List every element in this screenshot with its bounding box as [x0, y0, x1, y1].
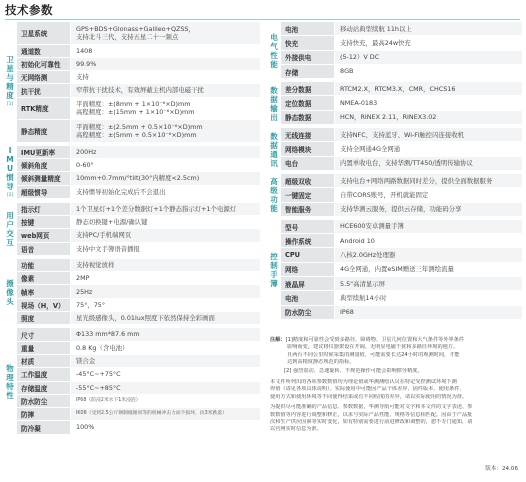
- disclaimer-paragraph-1: [270, 379, 522, 401]
- note-2-line: [2] 强烈震动、急速旋转、不规范操作可能会影响惯导精度。: [284, 367, 423, 374]
- spec-row: [281, 203, 522, 217]
- spec-value: [71, 84, 260, 96]
- spec-label: 尺寸: [17, 328, 71, 340]
- group-heading-char: 摄: [6, 278, 14, 288]
- spec-value: [71, 408, 260, 420]
- group-heading-char: 导: [6, 181, 14, 191]
- spec-label: 重量: [17, 342, 71, 354]
- group-heading-char: 数: [270, 85, 278, 95]
- spec-value-line: 10mm+0.7mm/°tilt(30°内精度<2.5cm): [76, 174, 200, 183]
- spec-value-line: -55°C~+85°C: [76, 383, 121, 392]
- group-heading-char: 出: [270, 112, 278, 122]
- spec-value-line: 支持华测云服务，提供云存储，功能码分享: [340, 205, 462, 214]
- spec-row: [17, 328, 260, 341]
- spec-row: [17, 285, 260, 298]
- spec-value-line: 高程精度：±(15mm + 1×10⁻⁶×D)mm: [76, 108, 195, 117]
- spec-value: [71, 285, 260, 297]
- spec-row: [17, 186, 260, 199]
- spec-value: [335, 306, 522, 319]
- note-1: [270, 337, 522, 367]
- spec-value: [335, 128, 522, 141]
- spec-value: [335, 96, 522, 109]
- group-heading: [3, 22, 17, 143]
- spec-value-line: 支持中文手簿语音播报: [76, 244, 140, 253]
- spec-row: [281, 291, 522, 305]
- spec-row: [281, 22, 522, 36]
- spec-label: 防水防尘: [17, 395, 71, 407]
- spec-value-line: 高程精度：±(5mm + 0.5×10⁻⁶×D)mm: [76, 130, 197, 139]
- spec-row: [17, 216, 260, 229]
- spec-label: 一键固定: [281, 188, 335, 201]
- spec-value-line: 100%: [76, 423, 95, 432]
- spec-row: [17, 159, 260, 172]
- spec-value-line: 8GB: [340, 67, 354, 76]
- spec-value-line: 支持NFC，支持蓝牙、Wi-Fi触控闪连接收机: [340, 130, 465, 139]
- spec-value-line: 支持视觉放样: [76, 260, 115, 269]
- spec-label: 功能: [17, 259, 71, 271]
- spec-value-line: Φ133 mm*87.6 mm: [76, 330, 140, 339]
- spec-group: [267, 82, 522, 125]
- spec-value-line: 75°，75°: [76, 300, 106, 309]
- spec-row: [281, 142, 522, 156]
- spec-value: [335, 36, 522, 49]
- notes-head: 注解：: [270, 337, 286, 343]
- group-heading: [3, 328, 17, 434]
- group-heading-char: 物: [6, 363, 14, 373]
- spec-row: [281, 96, 522, 110]
- note-1-line: 达到高精度静态规范的指标。: [287, 359, 355, 366]
- spec-value: [71, 342, 260, 354]
- spec-row: [17, 382, 260, 395]
- note-1-line: 影响而变。建议将仪器架设在开阔、无明显电磁干扰和多路径环境的地方。: [287, 344, 459, 351]
- spec-value-line: 镁合金: [76, 357, 96, 365]
- spec-value-line: 支持北斗三代，支持五星二十一频点: [76, 32, 179, 41]
- group-heading-char: 用: [6, 211, 14, 221]
- spec-label: 电池: [281, 22, 335, 35]
- spec-label: 智能服务: [281, 203, 335, 216]
- spec-row: [17, 71, 260, 84]
- spec-label: 电台: [281, 157, 335, 170]
- group-heading: [3, 203, 17, 256]
- spec-value-line: Android 10: [340, 236, 375, 245]
- spec-label: 定位数据: [281, 96, 335, 109]
- note-1-line: [1]精度和可靠性会受到多路径、障碍物、卫星几何位置和大气条件等外界条件: [285, 337, 465, 343]
- spec-row: [17, 368, 260, 381]
- spec-value: [335, 188, 522, 201]
- group-heading-char: 据: [270, 94, 278, 104]
- spec-group: [267, 220, 522, 320]
- spec-value-line: 0.8 Kg（含电池）: [76, 343, 129, 352]
- spec-label: 按键: [17, 216, 71, 228]
- spec-value: [71, 71, 260, 83]
- spec-label: 型号: [281, 220, 335, 233]
- spec-row: [17, 395, 260, 408]
- group-heading-char: 度: [6, 91, 14, 101]
- spec-row: [281, 174, 522, 188]
- spec-label: web网页: [17, 229, 71, 241]
- spec-value-line: 1个卫星灯+1个差分数据灯+1个静态指示灯+1个电源灯: [76, 204, 237, 213]
- spec-row: [281, 220, 522, 234]
- spec-label: RTK精度: [17, 98, 71, 120]
- spec-value: [71, 272, 260, 284]
- spec-label: 防摔: [17, 408, 71, 420]
- spec-row: [281, 111, 522, 125]
- group-heading-char: 互: [6, 238, 14, 248]
- disclaimer-line: 次和生产供应因素等实时变化，如有特别需要进行前进修改和调整的，恕不专门通知，请: [270, 419, 473, 426]
- group-heading-char: 讯: [270, 158, 278, 168]
- spec-value-line: 支持电台+网络两路数据同时差分，提供全面数据服务: [340, 176, 493, 185]
- disclaimer-line: 使用方式和使用环境等不同使得结果或有不同程度的差异，请以实际使用的情况为准。: [270, 393, 468, 400]
- spec-value-line: 1408: [76, 46, 93, 55]
- spec-label: 静态数据: [281, 111, 335, 124]
- group-heading-char: 据: [270, 140, 278, 150]
- spec-row: [281, 234, 522, 248]
- spec-row: [17, 421, 260, 434]
- spec-value-line: HCE600安卓测量手簿: [340, 222, 404, 231]
- spec-row: [17, 299, 260, 312]
- spec-row: [17, 146, 260, 159]
- left-spec-column: [3, 22, 260, 435]
- spec-label: 视场（H，V）: [17, 299, 71, 311]
- spec-label: 无线连接: [281, 128, 335, 141]
- spec-row: [17, 229, 260, 242]
- spec-row: [281, 128, 522, 142]
- spec-label: IMU更新率: [17, 146, 71, 158]
- spec-value-line: 平面精度：±(2.5mm + 0.5×10⁻⁶×D)mm: [76, 122, 203, 131]
- note-2: [270, 368, 522, 375]
- group-heading-char: 气: [270, 41, 278, 51]
- spec-value-line: 支持PC/手机端网页: [76, 231, 132, 240]
- group-heading-char: 卫: [6, 55, 14, 65]
- title-divider: [5, 19, 520, 20]
- disclaimer-line: 得值（请见各项具体说明）。实际使用中可能因产品个体差异、固件版本、使用条件、: [270, 386, 465, 393]
- spec-value-line: HCN，RINEX 2.11，RINEX3.02: [340, 113, 437, 122]
- group-heading: [267, 220, 281, 320]
- group-heading-char: 惯: [6, 172, 14, 182]
- spec-row: [17, 272, 260, 285]
- spec-row: [17, 45, 260, 58]
- spec-label: 差分数据: [281, 82, 335, 95]
- disclaimer-line: 数数值等内容进行调整和修正，以求与实际产品性能、规格等信息相匹配。因由于产品批: [270, 411, 473, 418]
- group-heading: [267, 174, 281, 217]
- spec-value-line: 星光级感像头，0.01lux照度下依然保持全彩画面: [76, 314, 215, 323]
- spec-value: [71, 368, 260, 380]
- group-heading-char: 输: [270, 103, 278, 113]
- spec-value-line: 99.9%: [76, 59, 97, 68]
- spec-value-line: 八核2.0GHz处理器: [340, 251, 396, 259]
- spec-label: 静态精度: [17, 120, 71, 142]
- page-title: 技术参数: [5, 3, 53, 17]
- spec-value: [71, 259, 260, 271]
- spec-value: [71, 45, 260, 57]
- group-heading-char: 能: [270, 204, 278, 214]
- spec-value: [71, 243, 260, 255]
- spec-label: CPU: [281, 248, 335, 261]
- group-heading-char: 户: [6, 220, 14, 230]
- disclaimer-line: 本文件所列出的各项参数数值均为理论值或华测测绘认员在特定受控测试环境下测: [270, 379, 457, 386]
- spec-value-line: 自带CORS账号，开机就能固定: [340, 190, 429, 199]
- group-heading: [267, 22, 281, 79]
- spec-group: [3, 22, 260, 143]
- spec-value-line: (5-12）V DC: [340, 53, 380, 62]
- spec-value: [335, 22, 522, 35]
- spec-value: [71, 299, 260, 311]
- spec-value: [71, 58, 260, 70]
- spec-value-line: 2MP: [76, 274, 90, 283]
- spec-row: [17, 243, 260, 256]
- spec-value: [335, 111, 522, 124]
- spec-value-line: 5.5"高清显示屏: [340, 279, 386, 288]
- spec-label: 存储温度: [17, 382, 71, 394]
- spec-value-line: -45°C~+75°C: [76, 370, 121, 379]
- spec-label: 帧率: [17, 285, 71, 297]
- spec-value: [71, 229, 260, 241]
- spec-label: 卫星系统: [17, 22, 71, 44]
- group-heading-char: 性: [270, 50, 278, 60]
- group-heading-char: 像: [6, 287, 14, 297]
- spec-value-line: 200Hz: [76, 147, 97, 156]
- spec-value-line: NMEA-0183: [340, 99, 378, 108]
- group-heading-char: 数: [270, 131, 278, 141]
- spec-value-line: 平面精度：±(8mm + 1×10⁻⁶×D)mm: [76, 100, 191, 109]
- group-heading-char: 手: [270, 269, 278, 279]
- spec-value: [71, 98, 260, 120]
- spec-value-line: 支持: [76, 73, 89, 82]
- spec-value: [71, 355, 260, 367]
- spec-row: [17, 22, 260, 45]
- spec-value: [71, 382, 260, 394]
- spec-label: 液晶屏: [281, 277, 335, 290]
- spec-row: [281, 157, 522, 171]
- group-heading-char: 高: [270, 177, 278, 187]
- group-heading-char: 能: [270, 59, 278, 69]
- spec-value: [71, 203, 260, 215]
- group-heading-char: 电: [270, 32, 278, 42]
- spec-value-line: IK08（受到2.5公斤钢制撞锤同等的机械冲击力而不损坏，抗3米跌落）: [76, 411, 227, 417]
- spec-value: [335, 65, 522, 78]
- group-heading-char: I: [8, 145, 12, 155]
- group-heading: [3, 259, 17, 325]
- spec-row: [17, 408, 260, 421]
- spec-value-line: IP68（防浸2米水下1米浸泡）: [76, 397, 141, 403]
- right-spec-column: [267, 22, 522, 320]
- spec-value: [71, 159, 260, 171]
- spec-row: [17, 98, 260, 121]
- spec-value-line: 0-60°: [76, 161, 94, 170]
- spec-row: [281, 248, 522, 262]
- group-heading-char: 控: [270, 251, 278, 261]
- group-heading: [267, 82, 281, 125]
- spec-label: 超级惯导: [17, 186, 71, 198]
- group-heading-char: 级: [270, 186, 278, 196]
- spec-value-line: 典型续航14小时: [340, 293, 387, 302]
- spec-label: 操作系统: [281, 234, 335, 247]
- spec-label: 防水防尘: [281, 306, 335, 319]
- spec-label: 工作温度: [17, 368, 71, 380]
- spec-value: [335, 291, 522, 304]
- spec-value: [71, 216, 260, 228]
- spec-row: [17, 259, 260, 272]
- spec-value: [335, 234, 522, 247]
- spec-group: [3, 328, 260, 434]
- spec-value: [71, 172, 260, 184]
- group-heading-char: 功: [270, 195, 278, 205]
- spec-value-line: IP68: [340, 308, 354, 317]
- spec-label: 通道数: [17, 45, 71, 57]
- spec-label: 网络: [281, 263, 335, 276]
- spec-value-line: 内置单收电台，支持华测/TT450/透明传输协议: [340, 159, 473, 168]
- spec-group: [3, 146, 260, 200]
- spec-row: [281, 306, 522, 320]
- group-heading-char: 特: [6, 381, 14, 391]
- spec-value: [71, 328, 260, 340]
- spec-group: [267, 22, 522, 79]
- spec-row: [281, 277, 522, 291]
- group-heading-char: 星: [6, 64, 14, 74]
- spec-value: [335, 82, 522, 95]
- disclaimer-line: 以官网实时信息为准。: [270, 426, 322, 433]
- spec-label: 电池: [281, 291, 335, 304]
- spec-value: [335, 174, 522, 187]
- spec-row: [281, 36, 522, 50]
- spec-label: 倾斜角度: [17, 159, 71, 171]
- spec-row: [17, 312, 260, 325]
- group-heading-note: [1]: [6, 102, 14, 108]
- spec-label: 材质: [17, 355, 71, 367]
- version-label: 版本：24.06: [485, 466, 518, 472]
- group-heading-char: 与: [6, 73, 14, 83]
- spec-label: 倾斜测量精度: [17, 172, 71, 184]
- spec-value: [335, 203, 522, 216]
- spec-value-line: 窄带抗干扰技术，有效屏蔽主机内部电磁干扰: [76, 86, 204, 95]
- group-heading-char: U: [6, 163, 14, 173]
- group-heading-char: 理: [6, 372, 14, 382]
- spec-value: [335, 248, 522, 261]
- spec-value: [335, 277, 522, 290]
- group-heading-char: 交: [6, 229, 14, 239]
- spec-value-line: 4G全网通，内置eSIM赠送三年测绘流量: [340, 265, 454, 274]
- spec-value-line: RTCM2.X，RTCM3.X，CMR，CHCS16: [340, 84, 456, 93]
- spec-group: [3, 203, 260, 256]
- spec-value: [335, 263, 522, 276]
- spec-label: 外接供电: [281, 51, 335, 64]
- spec-row: [17, 203, 260, 216]
- spec-value: [335, 220, 522, 233]
- spec-label: 语音: [17, 243, 71, 255]
- spec-row: [17, 172, 260, 185]
- spec-row: [281, 82, 522, 96]
- spec-value: [71, 395, 260, 407]
- group-heading: [3, 146, 17, 200]
- group-heading: [267, 128, 281, 171]
- spec-value-line: 支持全网通4G全网通: [340, 144, 401, 153]
- spec-value: [71, 312, 260, 324]
- spec-label: 网络模块: [281, 142, 335, 155]
- disclaimer-line: 为提供尽可能准确的产品信息、参数数据，华测导航可能对文字和本文件的文字表述、参: [270, 404, 473, 411]
- spec-value-line: 25Hz: [76, 287, 93, 296]
- spec-value: [71, 120, 260, 142]
- spec-row: [281, 51, 522, 65]
- group-heading-note: [2]: [6, 192, 14, 198]
- spec-value: [71, 186, 260, 198]
- disclaimer-paragraph-2: [270, 404, 522, 434]
- group-heading-char: 制: [270, 260, 278, 270]
- group-heading-char: 簿: [270, 278, 278, 288]
- spec-value: [335, 142, 522, 155]
- spec-value-line: GPS+BDS+Glonass+Galileo+QZSS，: [76, 24, 195, 33]
- spec-label: 防冷凝: [17, 421, 71, 433]
- spec-value: [335, 51, 522, 64]
- spec-row: [281, 188, 522, 202]
- spec-row: [17, 120, 260, 143]
- spec-label: 超级双收: [281, 174, 335, 187]
- group-heading-char: 通: [270, 149, 278, 159]
- spec-value: [71, 22, 260, 44]
- group-heading-char: 性: [6, 390, 14, 400]
- spec-row: [17, 84, 260, 97]
- group-heading-char: 精: [6, 82, 14, 92]
- group-heading-char: M: [6, 154, 14, 164]
- spec-row: [281, 263, 522, 277]
- spec-label: 快充: [281, 36, 335, 49]
- spec-value-line: 支持快充，最高24w快充: [340, 38, 411, 47]
- spec-value: [71, 421, 260, 433]
- spec-row: [17, 355, 260, 368]
- spec-row: [281, 65, 522, 79]
- spec-group: [267, 128, 522, 171]
- spec-label: 无网络测: [17, 71, 71, 83]
- spec-value: [335, 157, 522, 170]
- spec-value-line: 移动站典型续航 11h以上: [340, 24, 412, 33]
- spec-value-line: 支持惯导初始化完成后不会退出: [76, 187, 166, 196]
- spec-row: [17, 58, 260, 71]
- spec-label: 存储: [281, 65, 335, 78]
- spec-group: [3, 259, 260, 325]
- group-heading-char: 头: [6, 296, 14, 306]
- spec-label: 指示灯: [17, 203, 71, 215]
- notes-section: [270, 337, 522, 435]
- note-1-line: 且两台不同公里时候采集的测量值，可能需要长达24小时的观测时间，才能: [287, 351, 460, 358]
- spec-value-line: 静态切换键+电源/确认键: [76, 218, 148, 227]
- spec-group: [267, 174, 522, 217]
- spec-label: 像素: [17, 272, 71, 284]
- spec-label: 初始化可靠性: [17, 58, 71, 70]
- spec-value: [71, 146, 260, 158]
- spec-label: 照度: [17, 312, 71, 324]
- spec-row: [17, 342, 260, 355]
- spec-label: 抗干扰: [17, 84, 71, 96]
